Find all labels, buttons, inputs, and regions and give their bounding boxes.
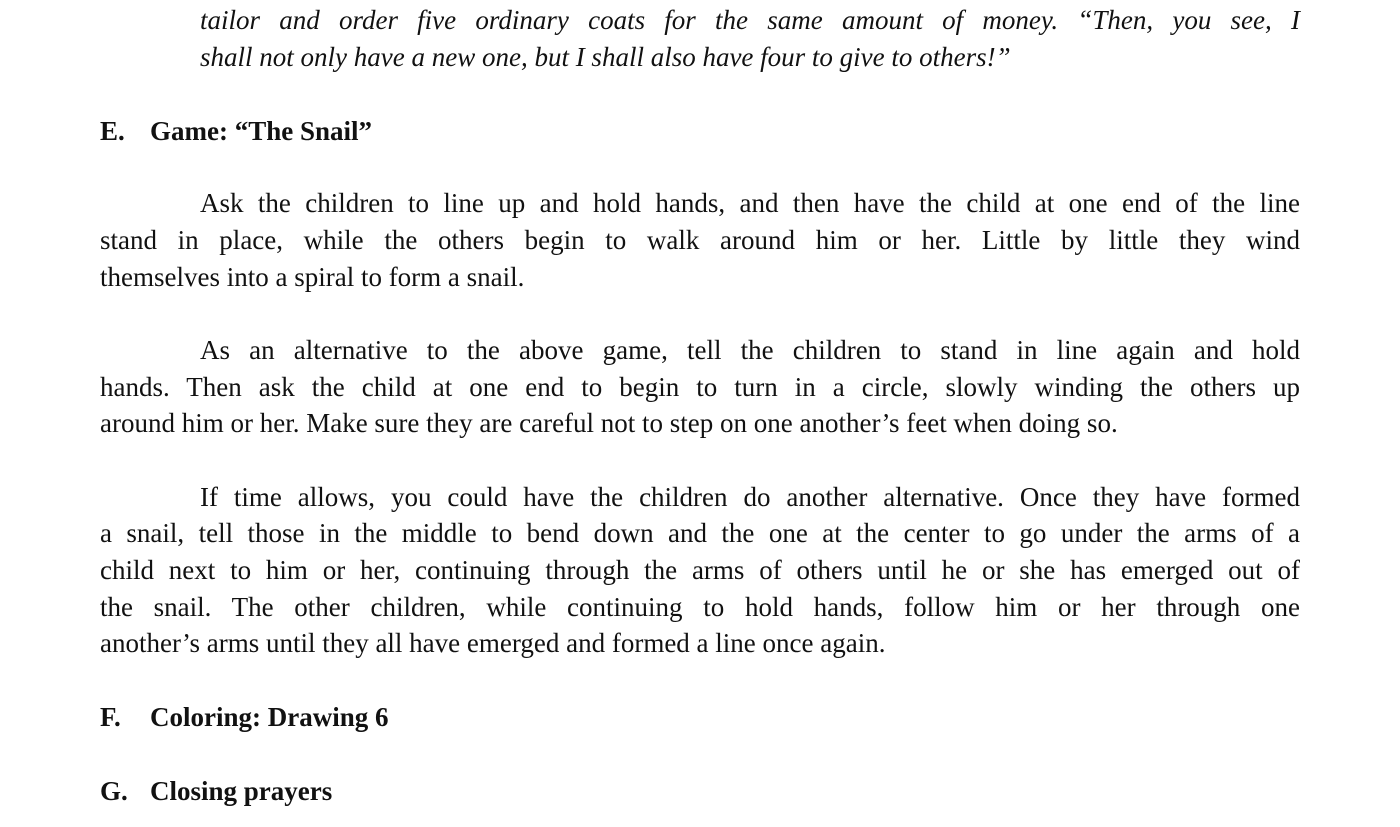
para2-line-2: hands. Then ask the child at one end to begin to turn in a circle, slowly winding the others up — [100, 372, 1300, 402]
section-f-heading — [100, 699, 389, 735]
para3-line-5: another’s arms until they all have emerged and formed a line once again. — [100, 628, 886, 658]
para2-line-1: As an alternative to the above game, tell the children to stand in line again and hold — [200, 335, 1300, 365]
para3-line-3: child next to him or her, continuing through the arms of others until he or she has emerged out of — [100, 555, 1300, 585]
section-e-letter: E. — [100, 116, 125, 146]
para1-line-1: Ask the children to line up and hold hands, and then have the child at one end of the line — [200, 188, 1300, 218]
quote-line-2: shall not only have a new one, but I shall also have four to give to others!” — [200, 42, 1011, 72]
para3-line-2: a snail, tell those in the middle to bend down and the one at the center to go under the arms of a — [100, 518, 1300, 548]
para1-line-3: themselves into a spiral to form a snail. — [100, 262, 525, 292]
para3-line-1: If time allows, you could have the children do another alternative. Once they have formed — [200, 482, 1300, 512]
para3-line-4: the snail. The other children, while continuing to hold hands, follow him or her through one — [100, 592, 1300, 622]
para2-line-3: around him or her. Make sure they are careful not to step on one another’s feet when doing so. — [100, 408, 1118, 438]
section-g-letter: G. — [100, 776, 128, 806]
quote-line-1: tailor and order five ordinary coats for the same amount of money. “Then, you see, I — [200, 5, 1300, 35]
section-f-title: Coloring: Drawing 6 — [150, 702, 389, 732]
section-e-title: Game: “The Snail” — [150, 116, 373, 146]
section-g-heading — [100, 773, 332, 809]
para1-line-2: stand in place, while the others begin to walk around him or her. Little by little they wind — [100, 225, 1300, 255]
section-f-letter: F. — [100, 702, 121, 732]
section-g-title: Closing prayers — [150, 776, 333, 806]
section-e-heading — [100, 113, 372, 149]
